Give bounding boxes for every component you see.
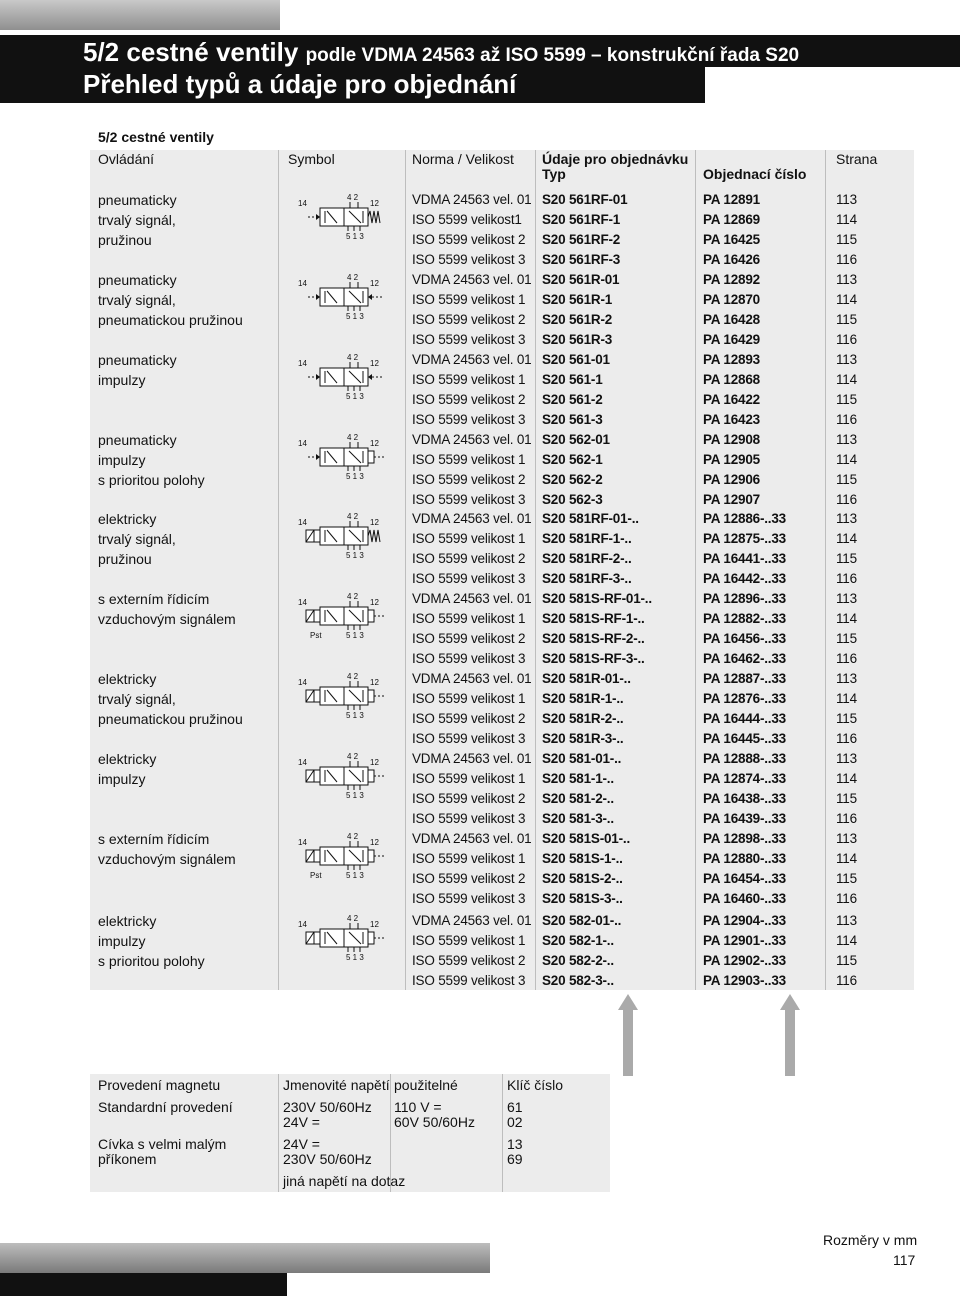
order-number-cell: PA 16444-..33: [703, 711, 786, 726]
order-number-cell: PA 12908: [703, 432, 760, 447]
port-label: 4 2: [347, 592, 359, 601]
typ-cell: S20 581R-3-..: [542, 731, 624, 746]
valve-symbol-sol-ext-imp: [290, 829, 390, 889]
dimensions-note: Rozměry v mm: [823, 1232, 918, 1248]
page-ref-cell: 113: [836, 192, 857, 207]
magnet-note: jiná napětí na dotaz: [283, 1173, 406, 1189]
actuation-description: s externím řídicím: [98, 591, 210, 607]
typ-cell: S20 581R-1-..: [542, 691, 624, 706]
norma-cell: ISO 5599 velikost 1: [412, 372, 526, 387]
port-label: 14: [298, 920, 307, 929]
order-number-cell: PA 12876-..33: [703, 691, 786, 706]
typ-cell: S20 581S-2-..: [542, 871, 623, 886]
actuation-description: pneumaticky: [98, 192, 177, 208]
actuation-description: elektricky: [98, 671, 157, 687]
port-label: 5 1 3: [346, 472, 364, 481]
order-number-cell: PA 12880-..33: [703, 851, 786, 866]
typ-cell: S20 561RF-01: [542, 192, 628, 207]
typ-cell: S20 581-3-..: [542, 811, 614, 826]
typ-cell: S20 581-1-..: [542, 771, 614, 786]
actuation-description: pneumaticky: [98, 352, 177, 368]
col-divider: [405, 150, 406, 990]
norma-cell: ISO 5599 velikost 1: [412, 531, 526, 546]
norma-cell: ISO 5599 velikost 1: [412, 851, 526, 866]
norma-cell: VDMA 24563 vel. 01: [412, 671, 532, 686]
actuation-description: elektricky: [98, 511, 157, 527]
typ-cell: S20 582-3-..: [542, 973, 614, 988]
order-number-cell: PA 12902-..33: [703, 953, 786, 968]
order-number-cell: PA 12896-..33: [703, 591, 786, 606]
port-label: 12: [370, 439, 379, 448]
port-label: 5 1 3: [346, 232, 364, 241]
port-label: 14: [298, 439, 307, 448]
norma-cell: ISO 5599 velikost 3: [412, 412, 526, 427]
valve-symbol-pneuspring: [290, 270, 390, 330]
typ-cell: S20 581-2-..: [542, 791, 614, 806]
page-ref-cell: 114: [836, 611, 857, 626]
port-label: 12: [370, 279, 379, 288]
page-ref-cell: 116: [836, 891, 857, 906]
norma-cell: ISO 5599 velikost 3: [412, 731, 526, 746]
norma-cell: ISO 5599 velikost 1: [412, 933, 526, 948]
actuation-description: pneumaticky: [98, 432, 177, 448]
page-ref-cell: 116: [836, 332, 857, 347]
order-number-cell: PA 12905: [703, 452, 760, 467]
col-header-strana: Strana: [836, 151, 878, 167]
norma-cell: VDMA 24563 vel. 01: [412, 432, 532, 447]
actuation-description: trvalý signál,: [98, 691, 176, 707]
norma-cell: ISO 5599 velikost 3: [412, 252, 526, 267]
magnet-value: 110 V =: [394, 1099, 442, 1115]
port-label: 12: [370, 838, 379, 847]
page-ref-cell: 114: [836, 212, 857, 227]
page-ref-cell: 114: [836, 851, 857, 866]
page-ref-cell: 116: [836, 492, 857, 507]
order-number-cell: PA 16438-..33: [703, 791, 786, 806]
order-number-cell: PA 12891: [703, 192, 760, 207]
page-title: [83, 37, 799, 68]
page-ref-cell: 115: [836, 232, 857, 247]
order-number-cell: PA 12907: [703, 492, 760, 507]
page-ref-cell: 114: [836, 292, 857, 307]
norma-cell: ISO 5599 velikost 1: [412, 452, 526, 467]
norma-cell: VDMA 24563 vel. 01: [412, 511, 532, 526]
order-number-cell: PA 12887-..33: [703, 671, 786, 686]
col-header-typ: Typ: [542, 166, 566, 182]
col-header-symbol: Symbol: [288, 151, 335, 167]
order-number-cell: PA 12888-..33: [703, 751, 786, 766]
magnet-row-low-power-2: příkonem: [98, 1151, 157, 1167]
page-ref-cell: 114: [836, 531, 857, 546]
order-number-cell: PA 16460-..33: [703, 891, 786, 906]
actuation-description: s externím řídicím: [98, 831, 210, 847]
title-main: 5/2 cestné ventily: [83, 37, 299, 67]
page-ref-cell: 113: [836, 352, 857, 367]
norma-cell: ISO 5599 velikost 2: [412, 312, 526, 327]
port-label: 4 2: [347, 914, 359, 923]
typ-cell: S20 581S-3-..: [542, 891, 623, 906]
page-ref-cell: 113: [836, 272, 857, 287]
magnet-value: 230V 50/60Hz: [283, 1151, 372, 1167]
magnet-value: 24V =: [283, 1136, 320, 1152]
port-label: 5 1 3: [346, 312, 364, 321]
norma-cell: ISO 5599 velikost 1: [412, 691, 526, 706]
page-ref-cell: 116: [836, 571, 857, 586]
page-ref-cell: 115: [836, 791, 857, 806]
page-ref-cell: 114: [836, 372, 857, 387]
magnet-value: 60V 50/60Hz: [394, 1114, 475, 1130]
order-number-cell: PA 16462-..33: [703, 651, 786, 666]
actuation-description: impulzy: [98, 771, 146, 787]
typ-cell: S20 562-3: [542, 492, 603, 507]
order-number-cell: PA 16439-..33: [703, 811, 786, 826]
col-divider: [278, 1074, 279, 1192]
port-label: 14: [298, 678, 307, 687]
page-ref-cell: 115: [836, 953, 857, 968]
order-number-cell: PA 12874-..33: [703, 771, 786, 786]
typ-cell: S20 581RF-2-..: [542, 551, 632, 566]
norma-cell: ISO 5599 velikost 3: [412, 492, 526, 507]
pointer-arrow: [618, 994, 638, 1010]
valve-symbol-priority: [290, 430, 390, 490]
order-number-cell: PA 12904-..33: [703, 913, 786, 928]
order-number-cell: PA 12903-..33: [703, 973, 786, 988]
col-header-ovladani: Ovládání: [98, 151, 155, 167]
port-label: 14: [298, 838, 307, 847]
port-label: 5 1 3: [346, 711, 364, 720]
actuation-description: pružinou: [98, 232, 152, 248]
page-ref-cell: 113: [836, 432, 857, 447]
norma-cell: ISO 5599 velikost 3: [412, 332, 526, 347]
port-label: 12: [370, 598, 379, 607]
norma-cell: ISO 5599 velikost 2: [412, 953, 526, 968]
port-label: 12: [370, 678, 379, 687]
page-ref-cell: 115: [836, 472, 857, 487]
order-number-cell: PA 16423: [703, 412, 760, 427]
typ-cell: S20 561R-3: [542, 332, 613, 347]
port-label: 12: [370, 359, 379, 368]
page-ref-cell: 113: [836, 671, 857, 686]
norma-cell: ISO 5599 velikost 1: [412, 292, 526, 307]
col-divider: [535, 150, 536, 990]
pointer-stem: [785, 1010, 795, 1076]
page-ref-cell: 116: [836, 651, 857, 666]
typ-cell: S20 581S-RF-2-..: [542, 631, 645, 646]
magnet-value: 230V 50/60Hz: [283, 1099, 372, 1115]
order-number-cell: PA 12886-..33: [703, 511, 786, 526]
port-label: 14: [298, 199, 307, 208]
actuation-description: trvalý signál,: [98, 212, 176, 228]
valve-symbol-impulse: [290, 350, 390, 410]
actuation-description: vzduchovým signálem: [98, 611, 236, 627]
typ-cell: S20 581S-RF-1-..: [542, 611, 645, 626]
order-number-cell: PA 12898-..33: [703, 831, 786, 846]
order-number-cell: PA 16429: [703, 332, 760, 347]
typ-cell: S20 581S-01-..: [542, 831, 631, 846]
port-label: 4 2: [347, 353, 359, 362]
col-header-udaje: Údaje pro objednávku: [542, 151, 689, 167]
order-number-cell: PA 16454-..33: [703, 871, 786, 886]
norma-cell: ISO 5599 velikost1: [412, 212, 522, 227]
actuation-description: pneumatickou pružinou: [98, 312, 243, 328]
order-number-cell: PA 12870: [703, 292, 760, 307]
typ-cell: S20 581RF-3-..: [542, 571, 632, 586]
actuation-description: trvalý signál,: [98, 292, 176, 308]
order-number-cell: PA 12901-..33: [703, 933, 786, 948]
norma-cell: VDMA 24563 vel. 01: [412, 831, 532, 846]
order-number-cell: PA 12892: [703, 272, 760, 287]
order-number-cell: PA 16428: [703, 312, 760, 327]
typ-cell: S20 581RF-1-..: [542, 531, 632, 546]
actuation-description: s prioritou polohy: [98, 953, 205, 969]
port-label: 4 2: [347, 512, 359, 521]
norma-cell: ISO 5599 velikost 3: [412, 651, 526, 666]
valve-symbol-sol-priority: [290, 911, 390, 971]
magnet-row-low-power: Cívka s velmi malým: [98, 1136, 227, 1152]
port-label: 12: [370, 920, 379, 929]
actuation-description: elektricky: [98, 913, 157, 929]
typ-cell: S20 561RF-2: [542, 232, 621, 247]
typ-cell: S20 562-01: [542, 432, 610, 447]
col-divider: [695, 150, 696, 990]
port-label: 14: [298, 359, 307, 368]
magnet-key: 69: [507, 1151, 523, 1167]
top-decor-bar: [0, 0, 280, 30]
pointer-arrow: [780, 994, 800, 1010]
port-label: 5 1 3: [346, 871, 364, 880]
col-header-objednaci: Objednací číslo: [703, 166, 807, 182]
page-ref-cell: 115: [836, 631, 857, 646]
order-number-cell: PA 12906: [703, 472, 760, 487]
port-label: 5 1 3: [346, 551, 364, 560]
port-label: 12: [370, 199, 379, 208]
typ-cell: S20 582-2-..: [542, 953, 614, 968]
actuation-description: vzduchovým signálem: [98, 851, 236, 867]
magnet-key: 02: [507, 1114, 523, 1130]
typ-cell: S20 561R-01: [542, 272, 620, 287]
port-label: 14: [298, 279, 307, 288]
magnet-header-pouzitelne: použitelné: [394, 1077, 458, 1093]
magnet-header-napeti: Jmenovité napětí: [283, 1077, 390, 1093]
page-subtitle: Přehled typů a údaje pro objednání: [83, 69, 517, 99]
magnet-key: 13: [507, 1136, 523, 1152]
norma-cell: ISO 5599 velikost 1: [412, 611, 526, 626]
norma-cell: VDMA 24563 vel. 01: [412, 192, 532, 207]
port-label: Pst: [310, 631, 322, 640]
page-ref-cell: 116: [836, 811, 857, 826]
norma-cell: ISO 5599 velikost 2: [412, 232, 526, 247]
port-label: 5 1 3: [346, 631, 364, 640]
port-label: 12: [370, 518, 379, 527]
port-label: 4 2: [347, 193, 359, 202]
pointer-stem: [623, 1010, 633, 1076]
order-number-cell: PA 16441-..33: [703, 551, 786, 566]
order-number-cell: PA 12893: [703, 352, 760, 367]
norma-cell: VDMA 24563 vel. 01: [412, 913, 532, 928]
port-label: 4 2: [347, 832, 359, 841]
valve-symbol-spring: [290, 190, 390, 250]
order-number-cell: PA 12875-..33: [703, 531, 786, 546]
actuation-description: elektricky: [98, 751, 157, 767]
col-divider: [278, 150, 279, 990]
port-label: 14: [298, 758, 307, 767]
typ-cell: S20 561R-1: [542, 292, 613, 307]
page-number: 117: [893, 1252, 916, 1268]
typ-cell: S20 562-1: [542, 452, 603, 467]
port-label: 5 1 3: [346, 392, 364, 401]
typ-cell: S20 582-1-..: [542, 933, 614, 948]
norma-cell: ISO 5599 velikost 2: [412, 392, 526, 407]
typ-cell: S20 561-3: [542, 412, 603, 427]
typ-cell: S20 561-2: [542, 392, 603, 407]
col-header-norma: Norma / Velikost: [412, 151, 514, 167]
typ-cell: S20 581R-01-..: [542, 671, 631, 686]
order-number-cell: PA 16442-..33: [703, 571, 786, 586]
page-ref-cell: 114: [836, 691, 857, 706]
port-label: 12: [370, 758, 379, 767]
magnet-row-standard: Standardní provedení: [98, 1099, 233, 1115]
port-label: 14: [298, 518, 307, 527]
order-number-cell: PA 16445-..33: [703, 731, 786, 746]
port-label: 5 1 3: [346, 953, 364, 962]
norma-cell: VDMA 24563 vel. 01: [412, 352, 532, 367]
norma-cell: VDMA 24563 vel. 01: [412, 272, 532, 287]
norma-cell: VDMA 24563 vel. 01: [412, 751, 532, 766]
actuation-description: pružinou: [98, 551, 152, 567]
typ-cell: S20 561R-2: [542, 312, 613, 327]
valve-symbol-sol-spring: [290, 509, 390, 569]
actuation-description: impulzy: [98, 372, 146, 388]
actuation-description: trvalý signál,: [98, 531, 176, 547]
valve-symbol-sol-pneuspring: [290, 669, 390, 729]
norma-cell: ISO 5599 velikost 3: [412, 811, 526, 826]
port-label: 4 2: [347, 433, 359, 442]
actuation-description: impulzy: [98, 933, 146, 949]
port-label: 4 2: [347, 672, 359, 681]
order-number-cell: PA 12869: [703, 212, 760, 227]
norma-cell: ISO 5599 velikost 2: [412, 472, 526, 487]
norma-cell: ISO 5599 velikost 3: [412, 571, 526, 586]
typ-cell: S20 562-2: [542, 472, 603, 487]
page-ref-cell: 113: [836, 511, 857, 526]
magnet-value: 24V =: [283, 1114, 320, 1130]
page-ref-cell: 114: [836, 771, 857, 786]
order-number-cell: PA 16425: [703, 232, 760, 247]
typ-cell: S20 581R-2-..: [542, 711, 624, 726]
port-label: Pst: [310, 871, 322, 880]
typ-cell: S20 561RF-3: [542, 252, 621, 267]
typ-cell: S20 581S-RF-01-..: [542, 591, 652, 606]
page-ref-cell: 115: [836, 871, 857, 886]
typ-cell: S20 581RF-01-..: [542, 511, 639, 526]
page-ref-cell: 115: [836, 551, 857, 566]
order-number-cell: PA 16456-..33: [703, 631, 786, 646]
page-ref-cell: 116: [836, 252, 857, 267]
order-number-cell: PA 12882-..33: [703, 611, 786, 626]
typ-cell: S20 561RF-1: [542, 212, 621, 227]
valve-symbol-sol-impulse: [290, 749, 390, 809]
norma-cell: ISO 5599 velikost 1: [412, 771, 526, 786]
actuation-description: impulzy: [98, 452, 146, 468]
page-ref-cell: 116: [836, 973, 857, 988]
typ-cell: S20 582-01-..: [542, 913, 622, 928]
page-ref-cell: 113: [836, 751, 857, 766]
page-ref-cell: 113: [836, 831, 857, 846]
valve-symbol-sol-ext: [290, 589, 390, 649]
page-ref-cell: 115: [836, 312, 857, 327]
page-ref-cell: 115: [836, 711, 857, 726]
page-ref-cell: 114: [836, 452, 857, 467]
col-divider: [502, 1074, 503, 1192]
typ-cell: S20 581S-1-..: [542, 851, 623, 866]
norma-cell: ISO 5599 velikost 2: [412, 871, 526, 886]
section-title: 5/2 cestné ventily: [98, 129, 214, 145]
typ-cell: S20 561-1: [542, 372, 603, 387]
magnet-header-provedeni: Provedení magnetu: [98, 1077, 221, 1093]
magnet-header-klic: Klíč číslo: [507, 1077, 564, 1093]
typ-cell: S20 561-01: [542, 352, 610, 367]
title-sub: podle VDMA 24563 až ISO 5599 – konstrukční řada S20: [305, 45, 800, 66]
bottom-decor-bar: [0, 1243, 490, 1273]
page-ref-cell: 114: [836, 933, 857, 948]
actuation-description: pneumatickou pružinou: [98, 711, 243, 727]
port-label: 5 1 3: [346, 791, 364, 800]
bottom-decor-bar-dark: [0, 1273, 287, 1296]
norma-cell: ISO 5599 velikost 2: [412, 631, 526, 646]
norma-cell: ISO 5599 velikost 2: [412, 791, 526, 806]
magnet-key: 61: [507, 1099, 523, 1115]
port-label: 4 2: [347, 273, 359, 282]
actuation-description: pneumaticky: [98, 272, 177, 288]
order-number-cell: PA 16422: [703, 392, 760, 407]
norma-cell: ISO 5599 velikost 3: [412, 891, 526, 906]
typ-cell: S20 581-01-..: [542, 751, 622, 766]
norma-cell: ISO 5599 velikost 3: [412, 973, 526, 988]
page-ref-cell: 116: [836, 412, 857, 427]
actuation-description: s prioritou polohy: [98, 472, 205, 488]
norma-cell: ISO 5599 velikost 2: [412, 711, 526, 726]
page-ref-cell: 115: [836, 392, 857, 407]
typ-cell: S20 581S-RF-3-..: [542, 651, 645, 666]
port-label: 4 2: [347, 752, 359, 761]
page-ref-cell: 116: [836, 731, 857, 746]
port-label: 14: [298, 598, 307, 607]
col-divider: [825, 150, 826, 990]
order-number-cell: PA 12868: [703, 372, 760, 387]
norma-cell: VDMA 24563 vel. 01: [412, 591, 532, 606]
page-ref-cell: 113: [836, 591, 857, 606]
order-number-cell: PA 16426: [703, 252, 760, 267]
norma-cell: ISO 5599 velikost 2: [412, 551, 526, 566]
page-ref-cell: 113: [836, 913, 857, 928]
